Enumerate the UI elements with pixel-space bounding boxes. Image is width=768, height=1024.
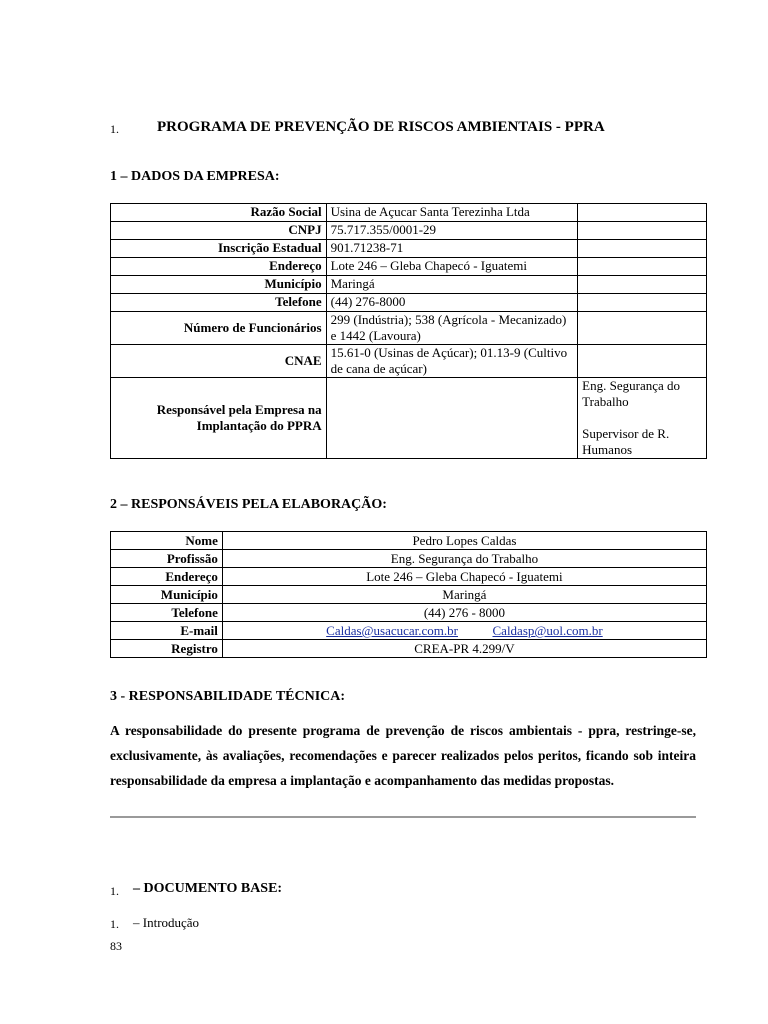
- responsavel-roles: [578, 378, 707, 459]
- role-line: Eng. Segurança do Trabalho: [582, 378, 681, 409]
- responsibility-paragraph: A responsabilidade do presente programa de prevenção de riscos ambientais - ppra, restringe-se, exclusivamente, às avaliações, recomendações e parecer realizados pelos peritos, ficando sob inteira responsabilidade da empresa a implantação e acompanhamento das medidas propostas.: [110, 723, 696, 788]
- table-row: [111, 550, 707, 568]
- email-link-1[interactable]: Caldas@usacucar.com.br: [326, 623, 458, 638]
- email-link-2[interactable]: Caldasp@uol.com.br: [492, 623, 603, 638]
- email-cell: [222, 622, 706, 640]
- table-row: [111, 204, 707, 222]
- section2-heading: 2 – RESPONSÁVEIS PELA ELABORAÇÃO:: [110, 497, 387, 512]
- table-row: [111, 345, 707, 378]
- company-data-table: [110, 203, 707, 459]
- row-label: Inscrição Estadual: [111, 240, 327, 258]
- table-row: [111, 640, 707, 658]
- row-value: Lote 246 – Gleba Chapecó - Iguatemi: [222, 568, 706, 586]
- row-label: Telefone: [111, 604, 223, 622]
- title-number: 1.: [110, 122, 119, 136]
- row-label: CNPJ: [111, 222, 327, 240]
- row-value: 901.71238-71: [326, 240, 578, 258]
- table-row: [111, 568, 707, 586]
- row-extra: [578, 222, 707, 240]
- row-value: 15.61-0 (Usinas de Açúcar); 01.13-9 (Cultivo de cana de açúcar): [326, 345, 578, 378]
- row-label: Número de Funcionários: [111, 312, 327, 345]
- row-value: (44) 276-8000: [326, 294, 578, 312]
- subsection-number: 1.: [110, 917, 119, 931]
- row-value: Maringá: [222, 586, 706, 604]
- row-label: Município: [111, 276, 327, 294]
- row-value: Maringá: [326, 276, 578, 294]
- role-line: Supervisor de R. Humanos: [582, 426, 670, 457]
- table-row: [111, 378, 707, 459]
- table-row: [111, 276, 707, 294]
- table-row: [111, 604, 707, 622]
- table-row: [111, 258, 707, 276]
- responsaveis-table: [110, 531, 707, 658]
- row-value: 75.717.355/0001-29: [326, 222, 578, 240]
- row-label: CNAE: [111, 345, 327, 378]
- registro-label: Registro: [111, 640, 223, 658]
- document-title: PROGRAMA DE PREVENÇÃO DE RISCOS AMBIENTAIS - PPRA: [157, 119, 605, 135]
- section3-heading: 3 - RESPONSABILIDADE TÉCNICA:: [110, 689, 346, 704]
- section4-number: 1.: [110, 884, 119, 898]
- row-label: Endereço: [111, 258, 327, 276]
- paragraph-divider: [110, 816, 696, 818]
- table-row: [111, 222, 707, 240]
- row-extra: [578, 240, 707, 258]
- table-row: [111, 622, 707, 640]
- subsection-title: – Introdução: [133, 915, 200, 930]
- responsavel-label: Responsável pela Empresa na Implantação do PPRA: [111, 378, 327, 459]
- row-extra: [578, 258, 707, 276]
- row-label: Município: [111, 586, 223, 604]
- table-row: [111, 240, 707, 258]
- row-label: Endereço: [111, 568, 223, 586]
- row-value: Usina de Açucar Santa Terezinha Ltda: [326, 204, 578, 222]
- table-row: [111, 294, 707, 312]
- responsavel-value: [326, 378, 578, 459]
- page-number: 83: [110, 939, 122, 953]
- table-row: [111, 532, 707, 550]
- row-label: Telefone: [111, 294, 327, 312]
- row-extra: [578, 204, 707, 222]
- registro-value: CREA-PR 4.299/V: [222, 640, 706, 658]
- row-label: Profissão: [111, 550, 223, 568]
- row-value: Lote 246 – Gleba Chapecó - Iguatemi: [326, 258, 578, 276]
- row-extra: [578, 294, 707, 312]
- row-value: 299 (Indústria); 538 (Agrícola - Mecanizado) e 1442 (Lavoura): [326, 312, 578, 345]
- row-value: Eng. Segurança do Trabalho: [222, 550, 706, 568]
- table-row: [111, 312, 707, 345]
- email-label: E-mail: [111, 622, 223, 640]
- row-label: Nome: [111, 532, 223, 550]
- row-value: (44) 276 - 8000: [222, 604, 706, 622]
- section1-heading: 1 – DADOS DA EMPRESA:: [110, 169, 280, 184]
- row-extra: [578, 312, 707, 345]
- row-extra: [578, 276, 707, 294]
- row-label: Razão Social: [111, 204, 327, 222]
- table-row: [111, 586, 707, 604]
- row-extra: [578, 345, 707, 378]
- section4-heading: – DOCUMENTO BASE:: [133, 881, 283, 896]
- row-value: Pedro Lopes Caldas: [222, 532, 706, 550]
